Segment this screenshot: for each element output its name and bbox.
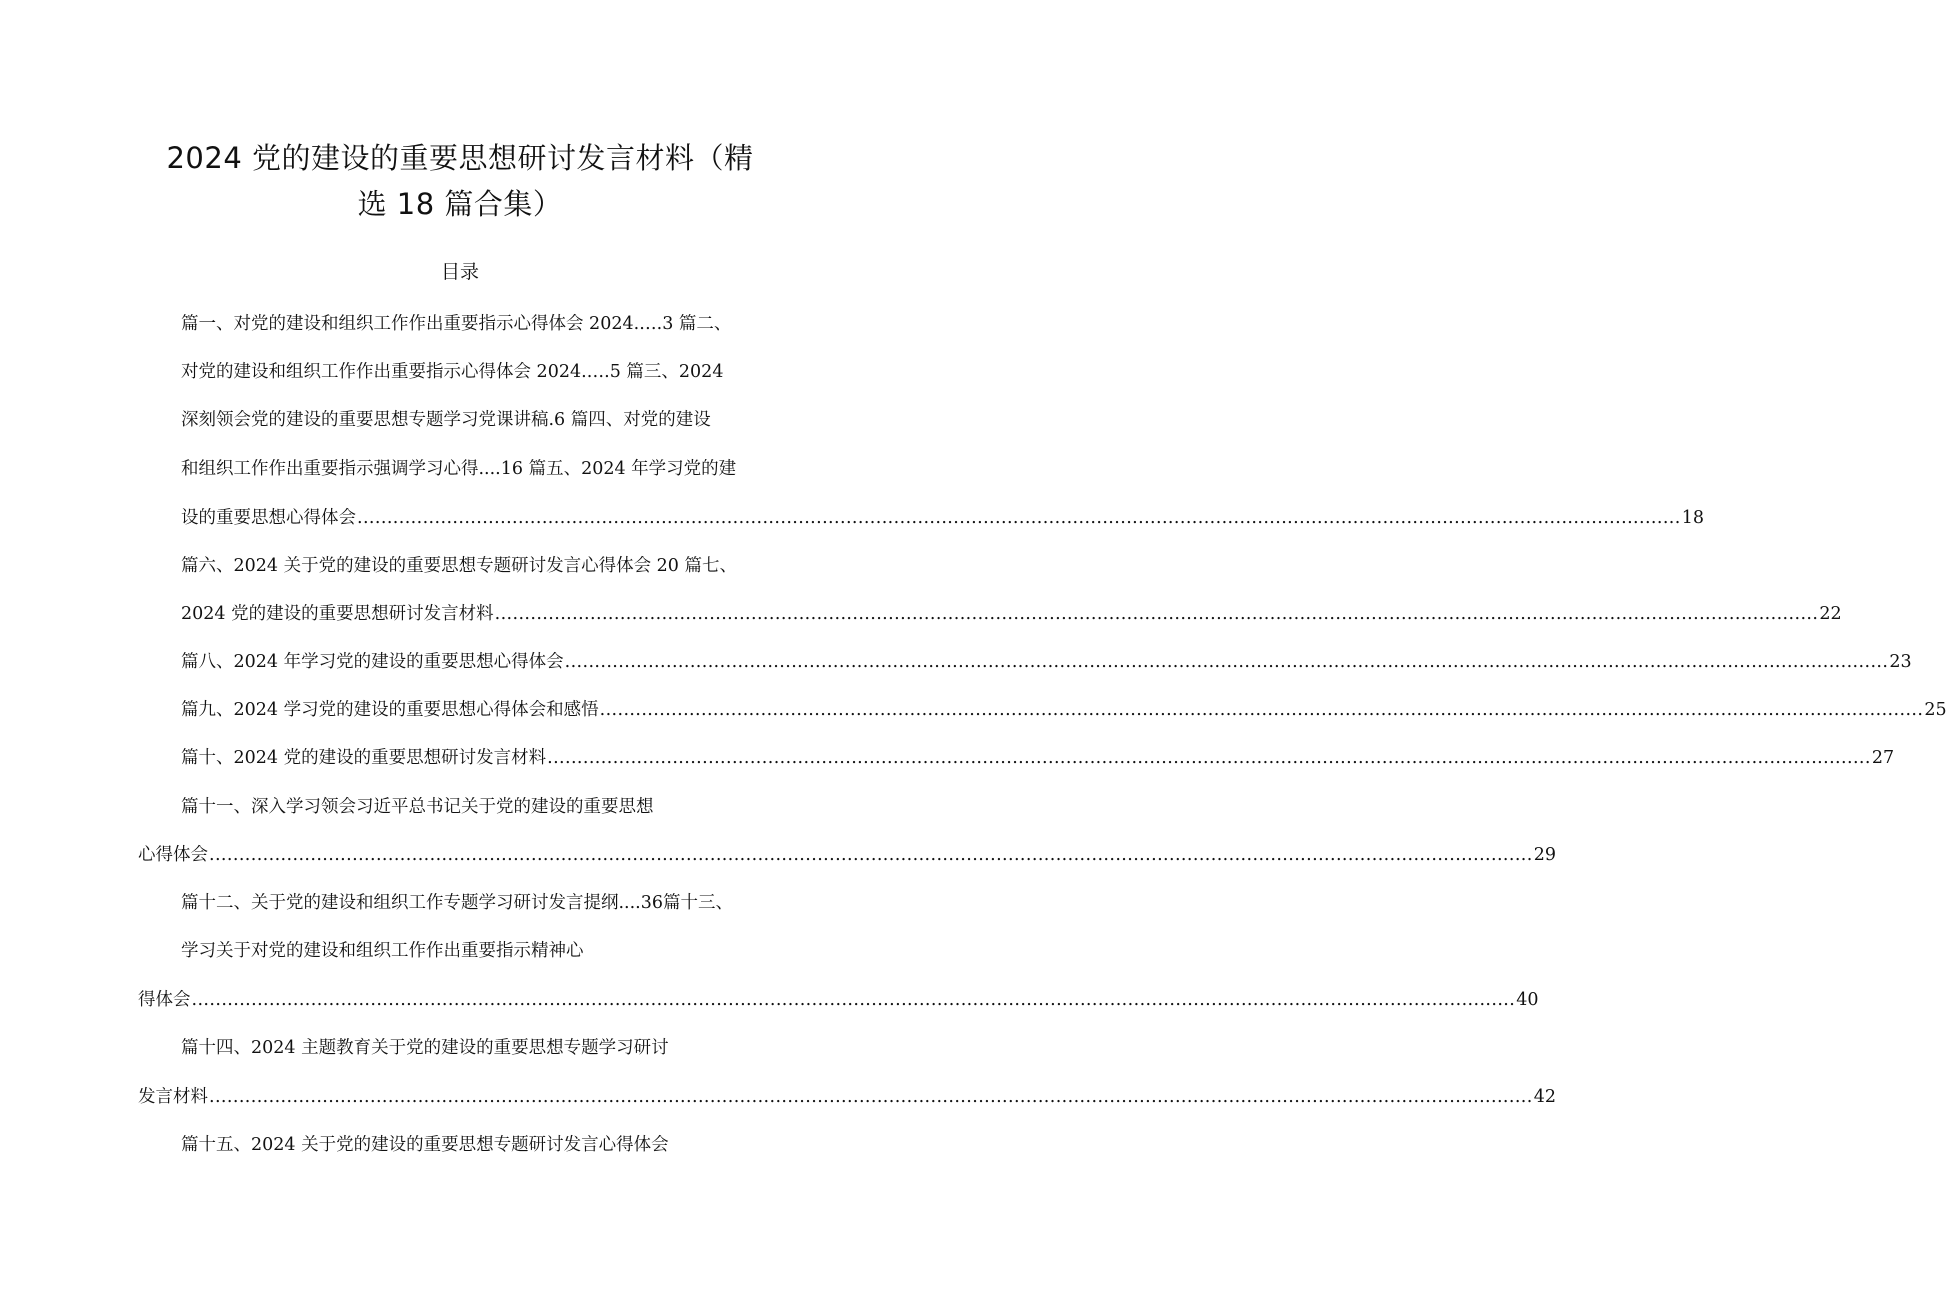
toc-dot-leader: .............................................................................................................................................................................................................................. [564, 652, 1889, 672]
toc-dot-leader: .............................................................................................................................................................................................................................. [547, 748, 1871, 768]
toc-line-text: 篇九、2024 学习党的建设的重要思想心得体会和感悟 [181, 700, 599, 720]
toc-page-number: 29 [1533, 845, 1557, 865]
document-title-line-2: 选 18 篇合集） [357, 187, 563, 221]
toc-line[interactable] [181, 1036, 669, 1060]
toc-line-text: 和组织工作作出重要指示强调学习心得....16 篇五、2024 年学习党的建 [181, 459, 737, 479]
toc-line-text: 篇十、2024 党的建设的重要思想研讨发言材料 [181, 748, 547, 768]
toc-line[interactable] [181, 602, 1842, 626]
toc-line[interactable] [181, 795, 654, 819]
toc-dot-leader: .............................................................................................................................................................................................................................. [191, 990, 1516, 1010]
toc-line[interactable] [138, 843, 1557, 867]
toc-page-number: 27 [1871, 748, 1895, 768]
toc-dot-leader: .............................................................................................................................................................................................................................. [357, 508, 1681, 528]
toc-dot-leader: .............................................................................................................................................................................................................................. [599, 700, 1924, 720]
toc-heading: 目录 [440, 261, 479, 283]
toc-dot-leader: .............................................................................................................................................................................................................................. [494, 604, 1819, 624]
toc-line-text: 篇十二、关于党的建设和组织工作专题学习研讨发言提纲....36篇十三、 [181, 893, 734, 913]
toc-line-text: 篇十五、2024 关于党的建设的重要思想专题研讨发言心得体会 [181, 1135, 669, 1155]
toc-line-text: 得体会 [138, 990, 191, 1010]
toc-line-text: 学习关于对党的建设和组织工作作出重要指示精神心 [181, 941, 584, 961]
toc-line-text: 篇六、2024 关于党的建设的重要思想专题研讨发言心得体会 20 篇七、 [181, 556, 737, 576]
toc-dot-leader: .............................................................................................................................................................................................................................. [209, 1087, 1533, 1107]
toc-page-number: 23 [1889, 652, 1912, 672]
toc-page-number: 18 [1681, 508, 1705, 528]
toc-line[interactable] [181, 1133, 669, 1157]
toc-line-text: 对党的建设和组织工作作出重要指示心得体会 2024.….5 篇三、2024 [181, 362, 724, 382]
toc-dot-leader: .............................................................................................................................................................................................................................. [209, 845, 1533, 865]
toc-page-number: 40 [1516, 990, 1539, 1010]
toc-line[interactable] [181, 506, 1705, 530]
toc-page-number: 42 [1533, 1087, 1557, 1107]
toc-line-text: 2024 党的建设的重要思想研讨发言材料 [181, 604, 494, 624]
toc-line-text: 心得体会 [138, 845, 208, 865]
toc-line[interactable] [181, 457, 736, 481]
toc-line-text: 篇十一、深入学习领会习近平总书记关于党的建设的重要思想 [181, 797, 654, 817]
toc-line-text: 篇一、对党的建设和组织工作作出重要指示心得体会 2024.….3 篇二、 [181, 314, 732, 334]
toc-line[interactable] [181, 891, 733, 915]
toc-line[interactable] [181, 360, 723, 384]
toc-line[interactable] [181, 698, 1947, 722]
toc-line-text: 设的重要思想心得体会 [181, 508, 356, 528]
toc-line-text: 篇八、2024 年学习党的建设的重要思想心得体会 [181, 652, 564, 672]
toc-line[interactable] [181, 746, 1895, 770]
toc-line[interactable] [138, 988, 1539, 1012]
toc-line-text: 发言材料 [138, 1087, 208, 1107]
toc-page-number: 22 [1819, 604, 1842, 624]
toc-line[interactable] [181, 554, 737, 578]
toc-line[interactable] [181, 939, 584, 963]
toc-line[interactable] [181, 650, 1912, 674]
toc-line[interactable] [138, 1085, 1557, 1109]
document-title-line-1: 2024 党的建设的重要思想研讨发言材料（精 [166, 141, 754, 175]
toc-line-text: 篇十四、2024 主题教育关于党的建设的重要思想专题学习研讨 [181, 1038, 669, 1058]
toc-line[interactable] [181, 312, 731, 336]
toc-page-number: 25 [1924, 700, 1947, 720]
toc-line[interactable] [181, 408, 711, 432]
toc-line-text: 深刻领会党的建设的重要思想专题学习党课讲稿.6 篇四、对党的建设 [181, 410, 711, 430]
